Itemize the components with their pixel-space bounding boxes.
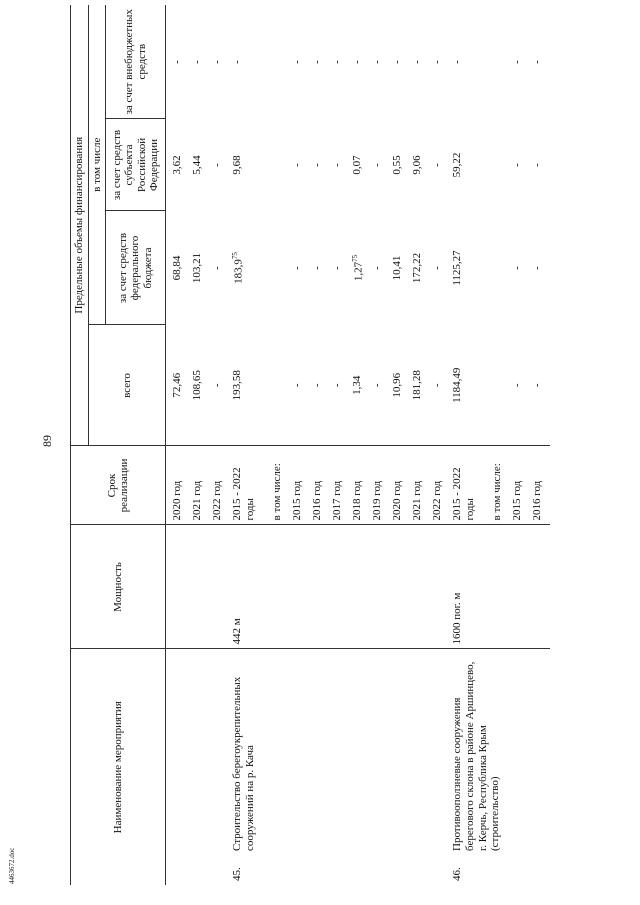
- header-federal: за счет средств федерального бюджета: [106, 211, 166, 325]
- header-name: Наименование мероприятия: [71, 649, 166, 885]
- row-extra: -: [331, 60, 344, 64]
- row-regional: 3,62: [171, 155, 184, 175]
- row-regional: 9,06: [411, 155, 424, 175]
- item-46-row: [450, 5, 470, 885]
- item-46-regional: 59,22: [451, 152, 464, 178]
- table-row: [210, 5, 230, 885]
- row-regional: 0,07: [351, 155, 364, 175]
- row-extra: -: [431, 60, 444, 64]
- item-46-capacity: 1600 пог. м: [450, 525, 470, 649]
- row-extra: -: [511, 60, 524, 64]
- row-total: -: [290, 325, 310, 446]
- row-year: 2020 год: [166, 446, 191, 525]
- item-45-capacity: 442 м: [230, 525, 250, 649]
- header-period: Срок реализации: [71, 446, 166, 525]
- item-45-federal: 183,9$^{75}$: [231, 252, 245, 284]
- row-extra: -: [371, 60, 384, 64]
- row-regional: -: [511, 163, 524, 167]
- row-extra: -: [531, 60, 544, 64]
- rotated-page: [70, 5, 630, 885]
- header-regional: за счет средств субъекта Российской Федерации: [106, 119, 166, 211]
- row-year: 2015 год: [290, 446, 310, 525]
- row-year: 2021 год: [190, 446, 210, 525]
- item-46-federal: 1125,27: [451, 250, 464, 286]
- table-row: [310, 5, 330, 885]
- table-row: [430, 5, 450, 885]
- row-total: -: [370, 325, 390, 446]
- row-year: 2016 год: [530, 446, 550, 525]
- item-45-regional: 9,68: [231, 155, 244, 175]
- row-federal: -: [431, 266, 444, 270]
- item-45-total: 193,58: [230, 325, 250, 446]
- item-45-including-label: в том числе:: [270, 446, 290, 525]
- row-extra: -: [171, 60, 184, 64]
- table-row: [350, 5, 370, 885]
- item-45-period: 2015 - 2022 годы: [230, 446, 270, 525]
- row-federal: 103,21: [191, 252, 204, 284]
- header-including: в том числе: [88, 5, 106, 325]
- row-total: -: [530, 325, 550, 446]
- footer-document-code: 4463672.doc: [8, 847, 16, 884]
- row-federal: -: [371, 266, 384, 270]
- page-number: 89: [40, 435, 54, 447]
- row-year: 2016 год: [310, 446, 330, 525]
- row-regional: -: [331, 163, 344, 167]
- table-body: [166, 5, 551, 885]
- row-total: -: [510, 325, 530, 446]
- item-46-period: 2015 - 2022 годы: [450, 446, 490, 525]
- item-45-name: Строительство берегоукрепительных сооружений на р. Кача: [230, 649, 290, 855]
- row-federal: -: [311, 266, 324, 270]
- item-46-including-label: в том числе:: [490, 446, 510, 525]
- item-45-number: 45.: [231, 867, 244, 881]
- row-federal: -: [331, 266, 344, 270]
- row-year: 2022 год: [430, 446, 450, 525]
- row-regional: 0,55: [391, 155, 404, 175]
- row-total: 181,28: [410, 325, 430, 446]
- row-regional: -: [311, 163, 324, 167]
- table-row: [390, 5, 410, 885]
- row-year: 2015 год: [510, 446, 530, 525]
- header-financing: Предельные объемы финансирования: [71, 5, 89, 446]
- row-year: 2019 год: [370, 446, 390, 525]
- item-46-total: 1184,49: [450, 325, 470, 446]
- row-total: 108,65: [190, 325, 210, 446]
- row-total: -: [430, 325, 450, 446]
- table-header: [71, 5, 166, 885]
- financing-table: [70, 5, 550, 885]
- row-regional: -: [431, 163, 444, 167]
- item-46-extra: -: [451, 60, 464, 64]
- table-row: [370, 5, 390, 885]
- row-federal: 1,27$^{75}$: [351, 254, 365, 282]
- table-row: [166, 5, 191, 885]
- item-45-extra: -: [231, 60, 244, 64]
- row-total: -: [330, 325, 350, 446]
- row-extra: -: [291, 60, 304, 64]
- row-federal: 172,22: [411, 252, 424, 284]
- header-extrabudget: за счет внебюджетных средств: [106, 5, 166, 119]
- row-extra: -: [211, 60, 224, 64]
- row-total: 1,34: [350, 325, 370, 446]
- row-regional: -: [211, 163, 224, 167]
- item-45-row: [230, 5, 250, 885]
- row-total: -: [210, 325, 230, 446]
- table-row: [410, 5, 430, 885]
- row-year: 2018 год: [350, 446, 370, 525]
- row-regional: -: [531, 163, 544, 167]
- row-year: 2017 год: [330, 446, 350, 525]
- row-extra: -: [191, 60, 204, 64]
- item-46-name: Противооползневые сооружения берегового склона в районе Аршинцево, г. Керчь, Республика Крым (строительство): [450, 649, 550, 855]
- item-46-number: 46.: [451, 867, 464, 881]
- row-year: 2022 год: [210, 446, 230, 525]
- row-extra: -: [351, 60, 364, 64]
- row-federal: 10,41: [391, 255, 404, 281]
- header-total: всего: [88, 325, 166, 446]
- row-year: 2020 год: [390, 446, 410, 525]
- row-federal: -: [211, 266, 224, 270]
- row-regional: -: [291, 163, 304, 167]
- row-federal: 68,84: [171, 255, 184, 281]
- row-total: -: [310, 325, 330, 446]
- table-row: [290, 5, 310, 885]
- row-federal: -: [531, 266, 544, 270]
- row-federal: -: [511, 266, 524, 270]
- row-extra: -: [411, 60, 424, 64]
- row-federal: -: [291, 266, 304, 270]
- header-capacity: Мощность: [71, 525, 166, 649]
- row-total: 10,96: [390, 325, 410, 446]
- row-regional: -: [371, 163, 384, 167]
- table-row: [330, 5, 350, 885]
- table-row: [190, 5, 210, 885]
- row-extra: -: [391, 60, 404, 64]
- row-regional: 5,44: [191, 155, 204, 175]
- row-year: 2021 год: [410, 446, 430, 525]
- row-total: 72,46: [166, 325, 191, 446]
- row-extra: -: [311, 60, 324, 64]
